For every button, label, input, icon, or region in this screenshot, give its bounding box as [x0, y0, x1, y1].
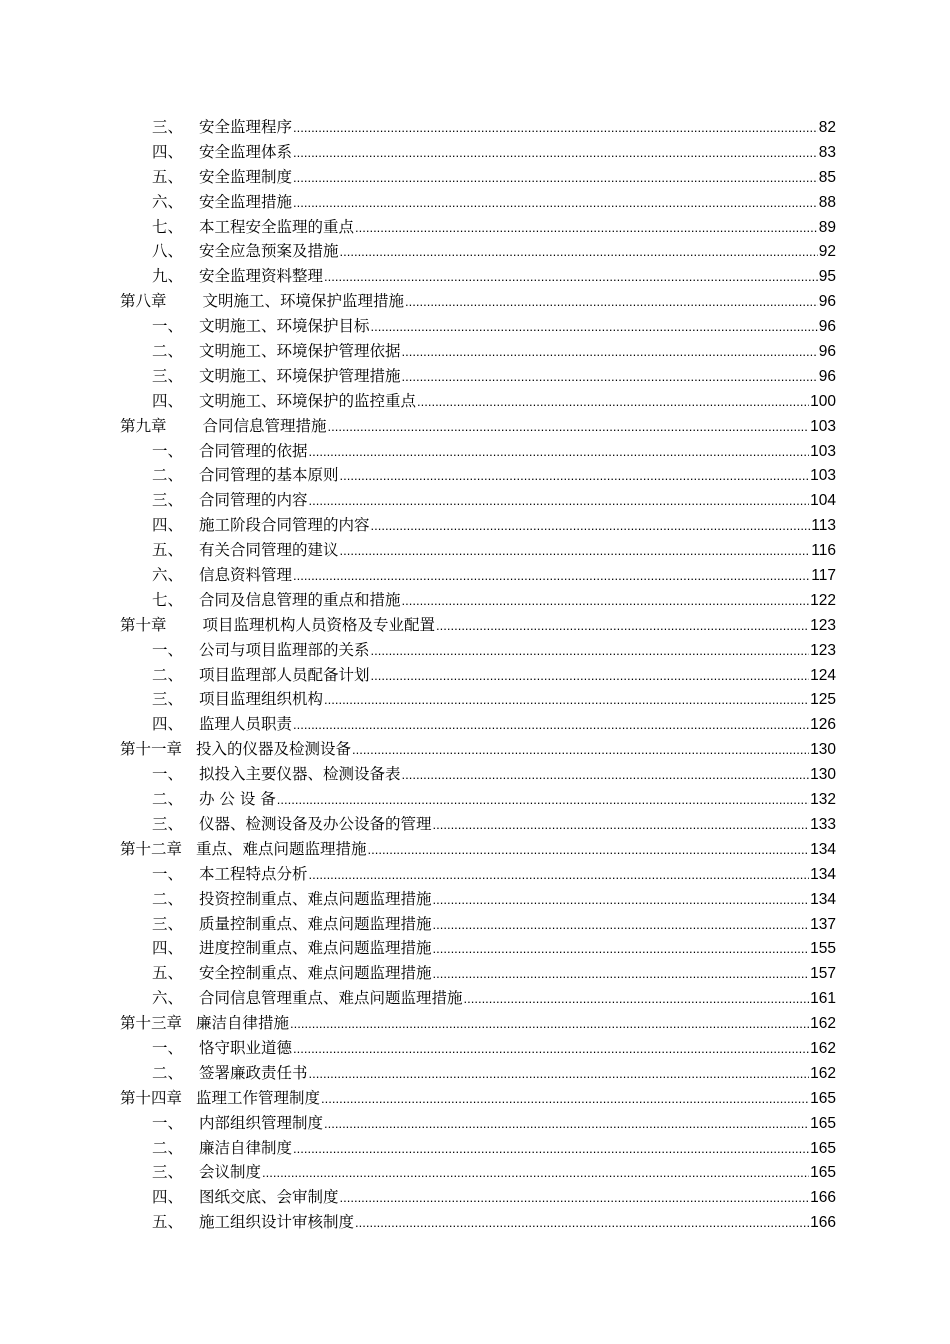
toc-entry-number: 三、: [152, 914, 184, 933]
toc-dot-leader: [340, 240, 818, 265]
toc-entry-title: 安全监理程序: [199, 118, 293, 136]
toc-entry-number: 二、: [152, 889, 184, 908]
toc-entry-title: 重点、难点问题监理措施: [196, 839, 367, 858]
toc-chapter-entry[interactable]: [120, 1011, 836, 1036]
toc-dot-leader: [340, 1186, 810, 1211]
toc-section-entry[interactable]: [120, 215, 836, 240]
toc-page-number: 92: [818, 243, 836, 261]
toc-dot-leader: [433, 962, 810, 987]
toc-dot-leader: [355, 216, 818, 241]
toc-page-number: 88: [818, 193, 836, 211]
toc-entry-number: 五、: [152, 541, 184, 560]
toc-section-entry[interactable]: [120, 663, 836, 688]
toc-page-number: 83: [818, 143, 836, 161]
toc-page-number: 123: [810, 616, 836, 634]
toc-dot-leader: [433, 913, 810, 938]
toc-entry-title: 监理人员职责: [199, 715, 293, 734]
toc-entry-number: 一、: [152, 441, 184, 460]
toc-page-number: 104: [810, 492, 836, 510]
toc-chapter-entry[interactable]: [120, 837, 836, 862]
toc-entry-number: 一、: [152, 765, 184, 784]
toc-section-entry[interactable]: [120, 1136, 836, 1161]
toc-entry-title: 安全监理措施: [199, 192, 293, 211]
toc-page-number: 123: [810, 641, 836, 659]
toc-entry-number: 五、: [152, 1213, 184, 1232]
toc-entry-number: 五、: [152, 964, 184, 983]
toc-entry-title: 监理工作管理制度: [196, 1088, 321, 1107]
toc-entry-title: 安全应急预案及措施: [199, 242, 339, 261]
toc-entry-number: 一、: [152, 317, 184, 336]
toc-section-entry[interactable]: [120, 812, 836, 837]
toc-section-entry[interactable]: [120, 513, 836, 538]
toc-page-number: 166: [810, 1189, 836, 1207]
toc-section-entry[interactable]: [120, 463, 836, 488]
toc-entry-title: 本工程安全监理的重点: [199, 217, 355, 236]
toc-entry-number: 第十三章: [120, 1014, 183, 1033]
toc-page-number: 165: [810, 1089, 836, 1107]
toc-chapter-entry[interactable]: [120, 289, 836, 314]
toc-page-number: 162: [810, 1039, 836, 1057]
toc-section-entry[interactable]: [120, 961, 836, 986]
toc-dot-leader: [340, 539, 811, 564]
toc-page-number: 85: [818, 168, 836, 186]
toc-page-number: 162: [810, 1064, 836, 1082]
toc-section-entry[interactable]: [120, 762, 836, 787]
toc-entry-title: 信息资料管理: [199, 566, 293, 585]
toc-entry-title: 进度控制重点、难点问题监理措施: [199, 939, 432, 958]
toc-entry-number: 四、: [152, 939, 184, 958]
toc-page-number: 96: [818, 318, 836, 336]
toc-entry-number: 四、: [152, 1188, 184, 1207]
toc-entry-title: 合同信息管理措施: [202, 416, 327, 435]
toc-dot-leader: [355, 1211, 809, 1236]
toc-dot-leader: [293, 1037, 809, 1062]
toc-entry-title: 文明施工、环境保护监理措施: [202, 292, 405, 311]
toc-page-number: 165: [810, 1114, 836, 1132]
toc-dot-leader: [309, 489, 810, 514]
toc-entry-number: 第八章: [120, 292, 167, 311]
toc-page-number: 113: [811, 517, 836, 535]
toc-section-entry[interactable]: [120, 165, 836, 190]
toc-section-entry[interactable]: [120, 638, 836, 663]
toc-dot-leader: [436, 614, 809, 639]
toc-page-number: 96: [818, 343, 836, 361]
table-of-contents: [120, 115, 836, 1235]
toc-chapter-entry[interactable]: [120, 1086, 836, 1111]
toc-entry-title: 投资控制重点、难点问题监理措施: [199, 889, 432, 908]
toc-entry-number: 七、: [152, 590, 184, 609]
toc-dot-leader: [402, 340, 818, 365]
toc-entry-title: 施工阶段合同管理的内容: [199, 516, 370, 535]
toc-page-number: 124: [810, 666, 836, 684]
toc-page-number: 155: [810, 940, 836, 958]
toc-section-entry[interactable]: [120, 986, 836, 1011]
toc-page-number: 130: [810, 741, 836, 759]
toc-section-entry[interactable]: [120, 862, 836, 887]
toc-entry-title: 项目监理机构人员资格及专业配置: [202, 615, 436, 634]
toc-entry-number: 六、: [152, 989, 184, 1008]
toc-entry-number: 九、: [152, 267, 184, 286]
toc-section-entry[interactable]: [120, 488, 836, 513]
toc-page-number: 126: [810, 716, 836, 734]
toc-page-number: 103: [810, 417, 836, 435]
toc-entry-number: 二、: [152, 665, 184, 684]
toc-page-number: 162: [810, 1015, 836, 1033]
toc-entry-number: 三、: [152, 491, 184, 510]
toc-dot-leader: [293, 191, 818, 216]
toc-entry-number: 四、: [152, 715, 184, 734]
toc-dot-leader: [293, 564, 810, 589]
toc-dot-leader: [352, 738, 809, 763]
toc-entry-title: 签署廉政责任书: [199, 1063, 308, 1082]
toc-chapter-entry[interactable]: [120, 737, 836, 762]
toc-page-number: 89: [818, 218, 836, 236]
toc-dot-leader: [293, 713, 809, 738]
toc-page-number: 133: [810, 815, 836, 833]
toc-page-number: 95: [818, 268, 836, 286]
toc-entry-title: 公司与项目监理部的关系: [199, 640, 370, 659]
toc-section-entry[interactable]: [120, 538, 836, 563]
toc-entry-title: 仪器、检测设备及办公设备的管理: [199, 814, 432, 833]
toc-dot-leader: [340, 464, 810, 489]
toc-dot-leader: [402, 763, 810, 788]
toc-section-entry[interactable]: [120, 712, 836, 737]
toc-dot-leader: [371, 639, 810, 664]
toc-entry-number: 一、: [152, 640, 184, 659]
toc-chapter-entry[interactable]: [120, 414, 836, 439]
toc-section-entry[interactable]: [120, 588, 836, 613]
toc-dot-leader: [433, 813, 810, 838]
toc-entry-number: 第十二章: [120, 839, 183, 858]
toc-entry-title: 合同信息管理重点、难点问题监理措施: [199, 989, 463, 1008]
toc-entry-number: 一、: [152, 1113, 184, 1132]
toc-section-entry[interactable]: [120, 1111, 836, 1136]
toc-page-number: 103: [810, 467, 836, 485]
toc-section-entry[interactable]: [120, 190, 836, 215]
toc-entry-title: 安全控制重点、难点问题监理措施: [199, 964, 432, 983]
toc-section-entry[interactable]: [120, 787, 836, 812]
toc-page-number: 117: [811, 567, 836, 585]
toc-section-entry[interactable]: [120, 314, 836, 339]
toc-entry-number: 三、: [152, 690, 184, 709]
toc-entry-title: 投入的仪器及检测设备: [196, 740, 352, 759]
toc-entry-title: 施工组织设计审核制度: [199, 1213, 355, 1232]
toc-section-entry[interactable]: [120, 887, 836, 912]
toc-section-entry[interactable]: [120, 439, 836, 464]
toc-entry-number: 一、: [152, 864, 184, 883]
toc-page-number: 132: [810, 791, 836, 809]
toc-page-number: 82: [818, 119, 836, 136]
toc-entry-number: 二、: [152, 466, 184, 485]
toc-page-number: 137: [810, 915, 836, 933]
toc-section-entry[interactable]: [120, 563, 836, 588]
toc-entry-title: 会议制度: [199, 1163, 262, 1182]
toc-dot-leader: [324, 265, 818, 290]
toc-page-number: 116: [811, 542, 836, 560]
toc-dot-leader: [293, 1137, 809, 1162]
toc-section-entry[interactable]: [120, 339, 836, 364]
toc-section-entry[interactable]: [120, 140, 836, 165]
toc-dot-leader: [293, 141, 818, 166]
toc-dot-leader: [290, 1012, 809, 1037]
toc-section-entry[interactable]: [120, 687, 836, 712]
toc-entry-number: 第十一章: [120, 740, 183, 759]
toc-section-entry[interactable]: [120, 115, 836, 140]
toc-entry-title: 合同管理的基本原则: [199, 466, 339, 485]
toc-entry-title: 文明施工、环境保护的监控重点: [199, 391, 417, 410]
toc-dot-leader: [368, 838, 810, 863]
toc-dot-leader: [324, 688, 809, 713]
toc-entry-title: 有关合同管理的建议: [199, 541, 339, 560]
toc-entry-number: 三、: [152, 366, 184, 385]
toc-dot-leader: [324, 1112, 809, 1137]
toc-dot-leader: [433, 937, 810, 962]
toc-dot-leader: [309, 440, 810, 465]
toc-page-number: 134: [810, 890, 836, 908]
toc-entry-number: 六、: [152, 192, 184, 211]
toc-entry-title: 内部组织管理制度: [199, 1113, 324, 1132]
toc-entry-title: 安全监理体系: [199, 142, 293, 161]
toc-entry-title: 合同及信息管理的重点和措施: [199, 590, 401, 609]
toc-dot-leader: [293, 166, 818, 191]
toc-entry-number: 七、: [152, 217, 184, 236]
toc-dot-leader: [371, 514, 811, 539]
toc-entry-title: 文明施工、环境保护目标: [199, 317, 370, 336]
toc-chapter-entry[interactable]: [120, 613, 836, 638]
toc-dot-leader: [402, 589, 810, 614]
toc-dot-leader: [405, 290, 818, 315]
toc-entry-title: 质量控制重点、难点问题监理措施: [199, 914, 432, 933]
toc-entry-number: 三、: [152, 118, 184, 136]
toc-entry-title: 廉洁自律制度: [199, 1138, 293, 1157]
toc-dot-leader: [328, 415, 810, 440]
toc-entry-number: 四、: [152, 391, 184, 410]
toc-entry-number: 第九章: [120, 416, 167, 435]
toc-page-number: 166: [810, 1214, 836, 1232]
toc-section-entry[interactable]: [120, 1160, 836, 1185]
toc-section-entry[interactable]: [120, 364, 836, 389]
toc-section-entry[interactable]: [120, 264, 836, 289]
toc-page-number: 161: [810, 990, 836, 1008]
toc-dot-leader: [309, 1062, 810, 1087]
toc-section-entry[interactable]: [120, 1061, 836, 1086]
toc-dot-leader: [262, 1161, 809, 1186]
toc-dot-leader: [433, 888, 810, 913]
toc-page-number: 103: [810, 442, 836, 460]
toc-page-number: 165: [810, 1164, 836, 1182]
toc-entry-title: 廉洁自律措施: [196, 1014, 290, 1033]
toc-section-entry[interactable]: [120, 1185, 836, 1210]
toc-entry-number: 二、: [152, 1138, 184, 1157]
toc-entry-number: 二、: [152, 1063, 184, 1082]
toc-entry-number: 四、: [152, 142, 184, 161]
toc-entry-title: 合同管理的内容: [199, 491, 308, 510]
toc-entry-title: 办 公 设 备: [199, 790, 276, 809]
toc-entry-title: 图纸交底、会审制度: [199, 1188, 339, 1207]
toc-page-number: 157: [810, 965, 836, 983]
toc-entry-number: 第十章: [120, 615, 167, 634]
toc-section-entry[interactable]: [120, 1036, 836, 1061]
toc-page-number: 122: [810, 591, 836, 609]
toc-page-number: 96: [818, 293, 836, 311]
toc-section-entry[interactable]: [120, 912, 836, 937]
toc-entry-number: 二、: [152, 342, 184, 361]
toc-dot-leader: [417, 390, 809, 415]
toc-entry-number: 一、: [152, 1038, 184, 1057]
toc-entry-number: 八、: [152, 242, 184, 261]
toc-entry-title: 合同管理的依据: [199, 441, 308, 460]
toc-page-number: 125: [810, 691, 836, 709]
toc-dot-leader: [402, 365, 818, 390]
toc-entry-number: 四、: [152, 516, 184, 535]
toc-entry-title: 项目监理组织机构: [199, 690, 324, 709]
toc-entry-title: 本工程特点分析: [199, 864, 308, 883]
toc-entry-title: 项目监理部人员配备计划: [199, 665, 370, 684]
toc-page-number: 100: [810, 392, 836, 410]
toc-page-number: 165: [810, 1139, 836, 1157]
toc-dot-leader: [464, 987, 810, 1012]
toc-entry-title: 安全监理制度: [199, 167, 293, 186]
toc-page-number: 96: [818, 367, 836, 385]
toc-entry-number: 六、: [152, 566, 184, 585]
toc-entry-title: 恪守职业道德: [199, 1038, 293, 1057]
toc-dot-leader: [309, 863, 810, 888]
toc-dot-leader: [293, 116, 818, 141]
toc-dot-leader: [321, 1087, 809, 1112]
toc-entry-title: 拟投入主要仪器、检测设备表: [199, 765, 401, 784]
toc-entry-number: 三、: [152, 1163, 184, 1182]
toc-entry-title: 文明施工、环境保护管理依据: [199, 342, 401, 361]
toc-page-number: 130: [810, 766, 836, 784]
toc-section-entry[interactable]: [120, 936, 836, 961]
toc-entry-number: 五、: [152, 167, 184, 186]
toc-entry-title: 文明施工、环境保护管理措施: [199, 366, 401, 385]
toc-entry-title: 安全监理资料整理: [199, 267, 324, 286]
toc-dot-leader: [371, 664, 810, 689]
toc-entry-number: 第十四章: [120, 1088, 183, 1107]
toc-section-entry[interactable]: [120, 239, 836, 264]
toc-entry-number: 三、: [152, 814, 184, 833]
toc-page-number: 134: [810, 840, 836, 858]
toc-section-entry[interactable]: [120, 389, 836, 414]
toc-dot-leader: [371, 315, 818, 340]
toc-section-entry[interactable]: [120, 1210, 836, 1235]
toc-dot-leader: [277, 788, 809, 813]
toc-page-number: 134: [810, 865, 836, 883]
toc-entry-number: 二、: [152, 790, 184, 809]
